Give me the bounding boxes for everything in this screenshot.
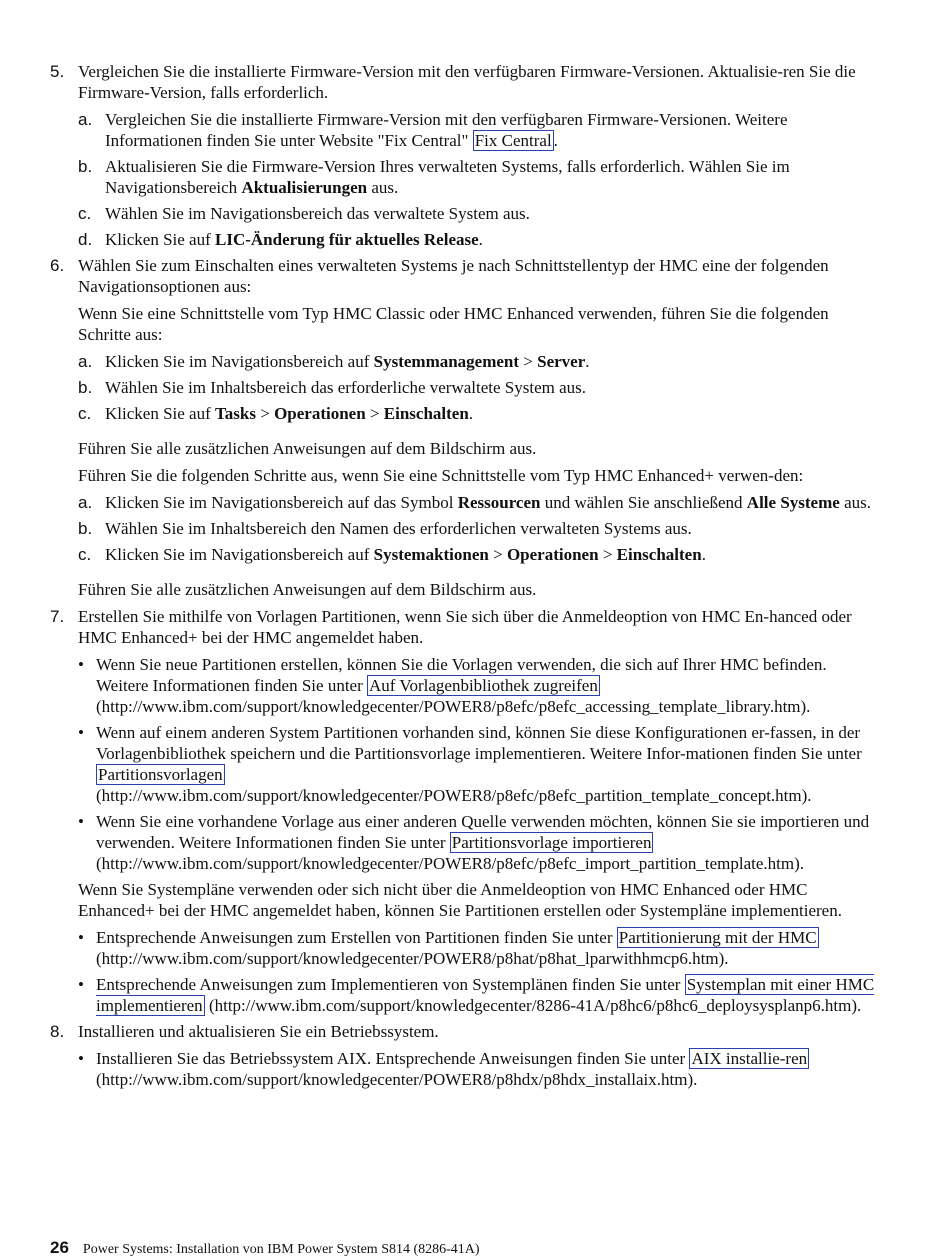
substep-letter: b. [78, 519, 93, 538]
text-suffix: . [478, 230, 483, 249]
bullet: • [78, 723, 84, 742]
bullet: • [78, 975, 84, 994]
separator: > [365, 404, 384, 423]
substep-6a-enhanced [78, 492, 880, 513]
text-mid: und wählen Sie anschließend [540, 493, 747, 512]
list-item [78, 654, 880, 717]
step-number: 5. [50, 62, 65, 81]
bullet: • [78, 1049, 84, 1068]
step-number: 6. [50, 256, 65, 275]
step-6 [50, 255, 880, 600]
text-suffix: . [468, 404, 474, 423]
step-text: Installieren und aktualisieren Sie ein Betriebssystem. [78, 1022, 439, 1041]
substep-text: Aktualisieren Sie die Firmware-Version Ihres verwalteten Systems, falls erforderlich. Wählen Sie im Navigationsbereich [105, 157, 790, 197]
item-url: (http://www.ibm.com/support/knowledgecenter/POWER8/p8efc/p8efc_accessing_template_library.htm). [96, 697, 811, 716]
substep-text: Vergleichen Sie die installierte Firmware-Version mit den verfügbaren Firmware-Versionen. Weitere Informationen finden Sie unter Website "Fix Central" [105, 110, 788, 150]
item-text: Wenn auf einem anderen System Partitionen vorhanden sind, können Sie diese Konfigurationen er-fassen, in der Vorlagenbibliothek speichern und die Partitionsvorlage implementieren. Weitere Infor-mationen finden Sie unter [96, 723, 862, 763]
separator: > [255, 404, 275, 423]
list-item [78, 811, 880, 874]
substep-6c-enhanced [78, 544, 880, 565]
step-number: 7. [50, 607, 65, 626]
substep-letter: d. [78, 230, 93, 249]
substep-5b [78, 156, 880, 198]
substep-letter: c. [78, 545, 92, 564]
substep-text: Klicken Sie im Navigationsbereich auf das Symbol [105, 493, 458, 512]
substep-6b-enhanced [78, 518, 880, 539]
substep-text: Klicken Sie im Navigationsbereich auf [105, 545, 374, 564]
text-suffix: . [701, 545, 706, 564]
item-url: (http://www.ibm.com/support/knowledgecenter/POWER8/p8hat/p8hat_lparwithhmcp6.htm). [96, 949, 729, 968]
link-partitionsvorlage-importieren[interactable]: Partitionsvorlage importieren [451, 833, 652, 852]
item-text: Entsprechende Anweisungen zum Erstellen von Partitionen finden Sie unter [96, 928, 617, 947]
substep-letter: b. [78, 157, 93, 176]
separator: > [519, 352, 538, 371]
page-number: 26 [50, 1238, 69, 1257]
list-item [78, 722, 880, 806]
bold-term: Alle Systeme [746, 493, 840, 512]
paragraph: Führen Sie alle zusätzlichen Anweisungen auf dem Bildschirm aus. [78, 439, 537, 458]
paragraph: Führen Sie die folgenden Schritte aus, wenn Sie eine Schnittstelle vom Typ HMC Enhanced+ verwen-den: [78, 466, 804, 485]
text-suffix: aus. [839, 493, 871, 512]
link-fix-central[interactable]: Fix Central [474, 131, 552, 150]
step-5 [50, 61, 880, 250]
item-url: (http://www.ibm.com/support/knowledgecenter/POWER8/p8hdx/p8hdx_installaix.htm). [96, 1070, 698, 1089]
substep-5d [78, 229, 880, 250]
bold-term: Tasks [215, 404, 256, 423]
separator: > [598, 545, 617, 564]
item-url: (http://www.ibm.com/support/knowledgecenter/POWER8/p8efc/p8efc_import_partition_template.htm). [96, 854, 805, 873]
substep-text: Klicken Sie auf [105, 230, 215, 249]
item-text: Entsprechende Anweisungen zum Implementieren von Systemplänen finden Sie unter [96, 975, 685, 994]
substep-5c [78, 203, 880, 224]
substep-text: Wählen Sie im Inhaltsbereich das erforderliche verwaltete System aus. [105, 378, 587, 397]
substep-5a [78, 109, 880, 151]
substep-6b [78, 377, 880, 398]
link-partitionierung-hmc[interactable]: Partitionierung mit der HMC [618, 928, 817, 947]
bold-term: Einschalten [383, 404, 469, 423]
list-item [78, 1048, 880, 1090]
step-number: 8. [50, 1022, 65, 1041]
link-vorlagenbibliothek[interactable]: Auf Vorlagenbibliothek zugreifen [369, 676, 598, 695]
substep-letter: c. [78, 204, 92, 223]
item-text: Wenn Sie neue Partitionen erstellen, können Sie die Vorlagen verwenden, die sich auf Ihrer HMC befinden. Weitere Informationen finden Sie unter [96, 655, 827, 695]
page-footer [50, 1237, 480, 1260]
substep-letter: c. [78, 404, 92, 423]
substep-letter: a. [78, 352, 93, 371]
step-text: Erstellen Sie mithilfe von Vorlagen Partitionen, wenn Sie sich über die Anmeldeoption von HMC En-hanced oder HMC Enhanced+ bei der HMC angemeldet haben. [78, 607, 852, 647]
bold-term: Server [537, 352, 586, 371]
bold-term: Systemmanagement [373, 352, 520, 371]
item-text: Installieren Sie das Betriebssystem AIX. Entsprechende Anweisungen finden Sie unter [96, 1049, 690, 1068]
bold-term: Systemaktionen [373, 545, 489, 564]
step-text: Wählen Sie zum Einschalten eines verwalteten Systems je nach Schnittstellentyp der HMC eine der folgenden Navigationsoptionen aus: [78, 256, 829, 296]
item-text: Wenn Sie eine vorhandene Vorlage aus einer anderen Quelle verwenden möchten, können Sie sie importieren und verwenden. Weitere Informationen finden Sie unter [96, 812, 870, 852]
bold-term: LIC-Änderung für aktuelles Release [215, 230, 479, 249]
paragraph: Wenn Sie Systempläne verwenden oder sich nicht über die Anmeldeoption von HMC Enhanced oder HMC Enhanced+ bei der HMC angemeldet haben, können Sie Partitionen erstellen oder Systempläne implementieren. [78, 880, 842, 920]
bold-term: Ressourcen [457, 493, 541, 512]
substep-6a [78, 351, 880, 372]
link-systemplan-implementieren[interactable]: Systemplan mit einer HMC implementieren [96, 975, 875, 1015]
list-item [78, 974, 880, 1016]
list-item [78, 927, 880, 969]
substep-text: Klicken Sie auf [105, 404, 215, 423]
substep-text: Klicken Sie im Navigationsbereich auf [105, 352, 374, 371]
bullet: • [78, 928, 84, 947]
step-8 [50, 1021, 880, 1090]
substep-letter: b. [78, 378, 93, 397]
link-aix-installieren[interactable]: AIX installie-ren [691, 1049, 808, 1068]
content [50, 61, 880, 1095]
separator: > [488, 545, 507, 564]
bold-term: Operationen [274, 404, 366, 423]
step-text: Vergleichen Sie die installierte Firmware-Version mit den verfügbaren Firmware-Versionen. Aktualisie-ren Sie die Firmware-Version, falls erforderlich. [78, 62, 856, 102]
substep-text: Wählen Sie im Navigationsbereich das verwaltete System aus. [105, 204, 530, 223]
step-7 [50, 606, 880, 1016]
bold-term: Aktualisierungen [241, 178, 368, 197]
text-suffix: . [585, 352, 590, 371]
paragraph: Wenn Sie eine Schnittstelle vom Typ HMC Classic oder HMC Enhanced verwenden, führen Sie die folgenden Schritte aus: [78, 304, 829, 344]
substep-text: Wählen Sie im Inhaltsbereich den Namen des erforderlichen verwalteten Systems aus. [105, 519, 692, 538]
link-partitionsvorlagen[interactable]: Partitionsvorlagen [98, 765, 223, 784]
text-suffix: aus. [367, 178, 399, 197]
bullet: • [78, 655, 84, 674]
bold-term: Operationen [506, 545, 599, 564]
item-url: (http://www.ibm.com/support/knowledgecenter/8286-41A/p8hc6/p8hc6_deploysysplanp6.htm). [204, 996, 862, 1015]
text-suffix: . [553, 131, 558, 150]
bullet: • [78, 812, 84, 831]
substep-letter: a. [78, 110, 93, 129]
substep-letter: a. [78, 493, 93, 512]
item-url: (http://www.ibm.com/support/knowledgecenter/POWER8/p8efc/p8efc_partition_template_concept.htm). [96, 786, 812, 805]
footer-title: Power Systems: Installation von IBM Power System S814 (8286-41A) [82, 1242, 480, 1257]
substep-6c [78, 403, 880, 424]
bold-term: Einschalten [616, 545, 702, 564]
paragraph: Führen Sie alle zusätzlichen Anweisungen auf dem Bildschirm aus. [78, 580, 537, 599]
